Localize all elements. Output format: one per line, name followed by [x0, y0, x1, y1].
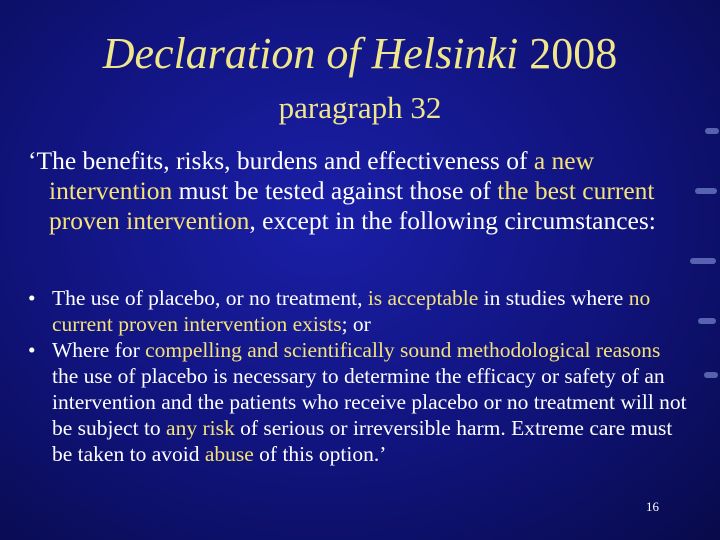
- body-text: in studies where: [478, 286, 629, 310]
- intro-paragraph: [28, 146, 699, 236]
- bullet-list: [28, 285, 688, 467]
- page-number: 16: [646, 499, 659, 514]
- decorative-dash: [690, 258, 716, 264]
- decorative-dash: [704, 372, 718, 378]
- title-year: 2008: [529, 29, 618, 78]
- body-text: , except in the following circumstances:: [249, 206, 656, 235]
- slide-subtitle: paragraph 32: [278, 90, 442, 125]
- highlighted-text: compelling and scientifically sound methodological reasons: [145, 338, 661, 362]
- bullet-item: [28, 337, 688, 467]
- body-text: of serious or irreversible harm. Extreme care must be taken to avoid: [52, 416, 673, 466]
- body-text: ‘The benefits, risks, burdens and effectiveness of: [28, 146, 534, 175]
- body-text: Where for: [52, 338, 146, 362]
- highlighted-text: is acceptable: [367, 286, 479, 310]
- decorative-dash: [705, 128, 719, 134]
- body-text: ; or: [341, 312, 371, 336]
- body-text: the use of placebo is necessary to determine the efficacy or safety of an intervention and the patients who receive placebo or no treatment will not be subject to: [52, 364, 687, 440]
- highlighted-text: the best current proven intervention: [49, 176, 655, 235]
- highlighted-text: abuse: [204, 442, 254, 466]
- title-text: Declaration of Helsinki: [102, 29, 519, 78]
- highlighted-text: any risk: [166, 416, 235, 440]
- body-text: must be tested against those of: [172, 176, 498, 205]
- decorative-dash: [698, 318, 716, 324]
- body-text: The use of placebo, or no treatment,: [52, 286, 368, 310]
- bullet-item: [28, 285, 688, 337]
- highlighted-text: a new intervention: [49, 146, 595, 205]
- highlighted-text: no current proven intervention exists: [52, 286, 651, 336]
- bullet-icon: •: [28, 286, 36, 310]
- bullet-icon: •: [28, 338, 36, 362]
- body-text: of this option.’: [253, 442, 387, 466]
- slide-title: [0, 30, 720, 78]
